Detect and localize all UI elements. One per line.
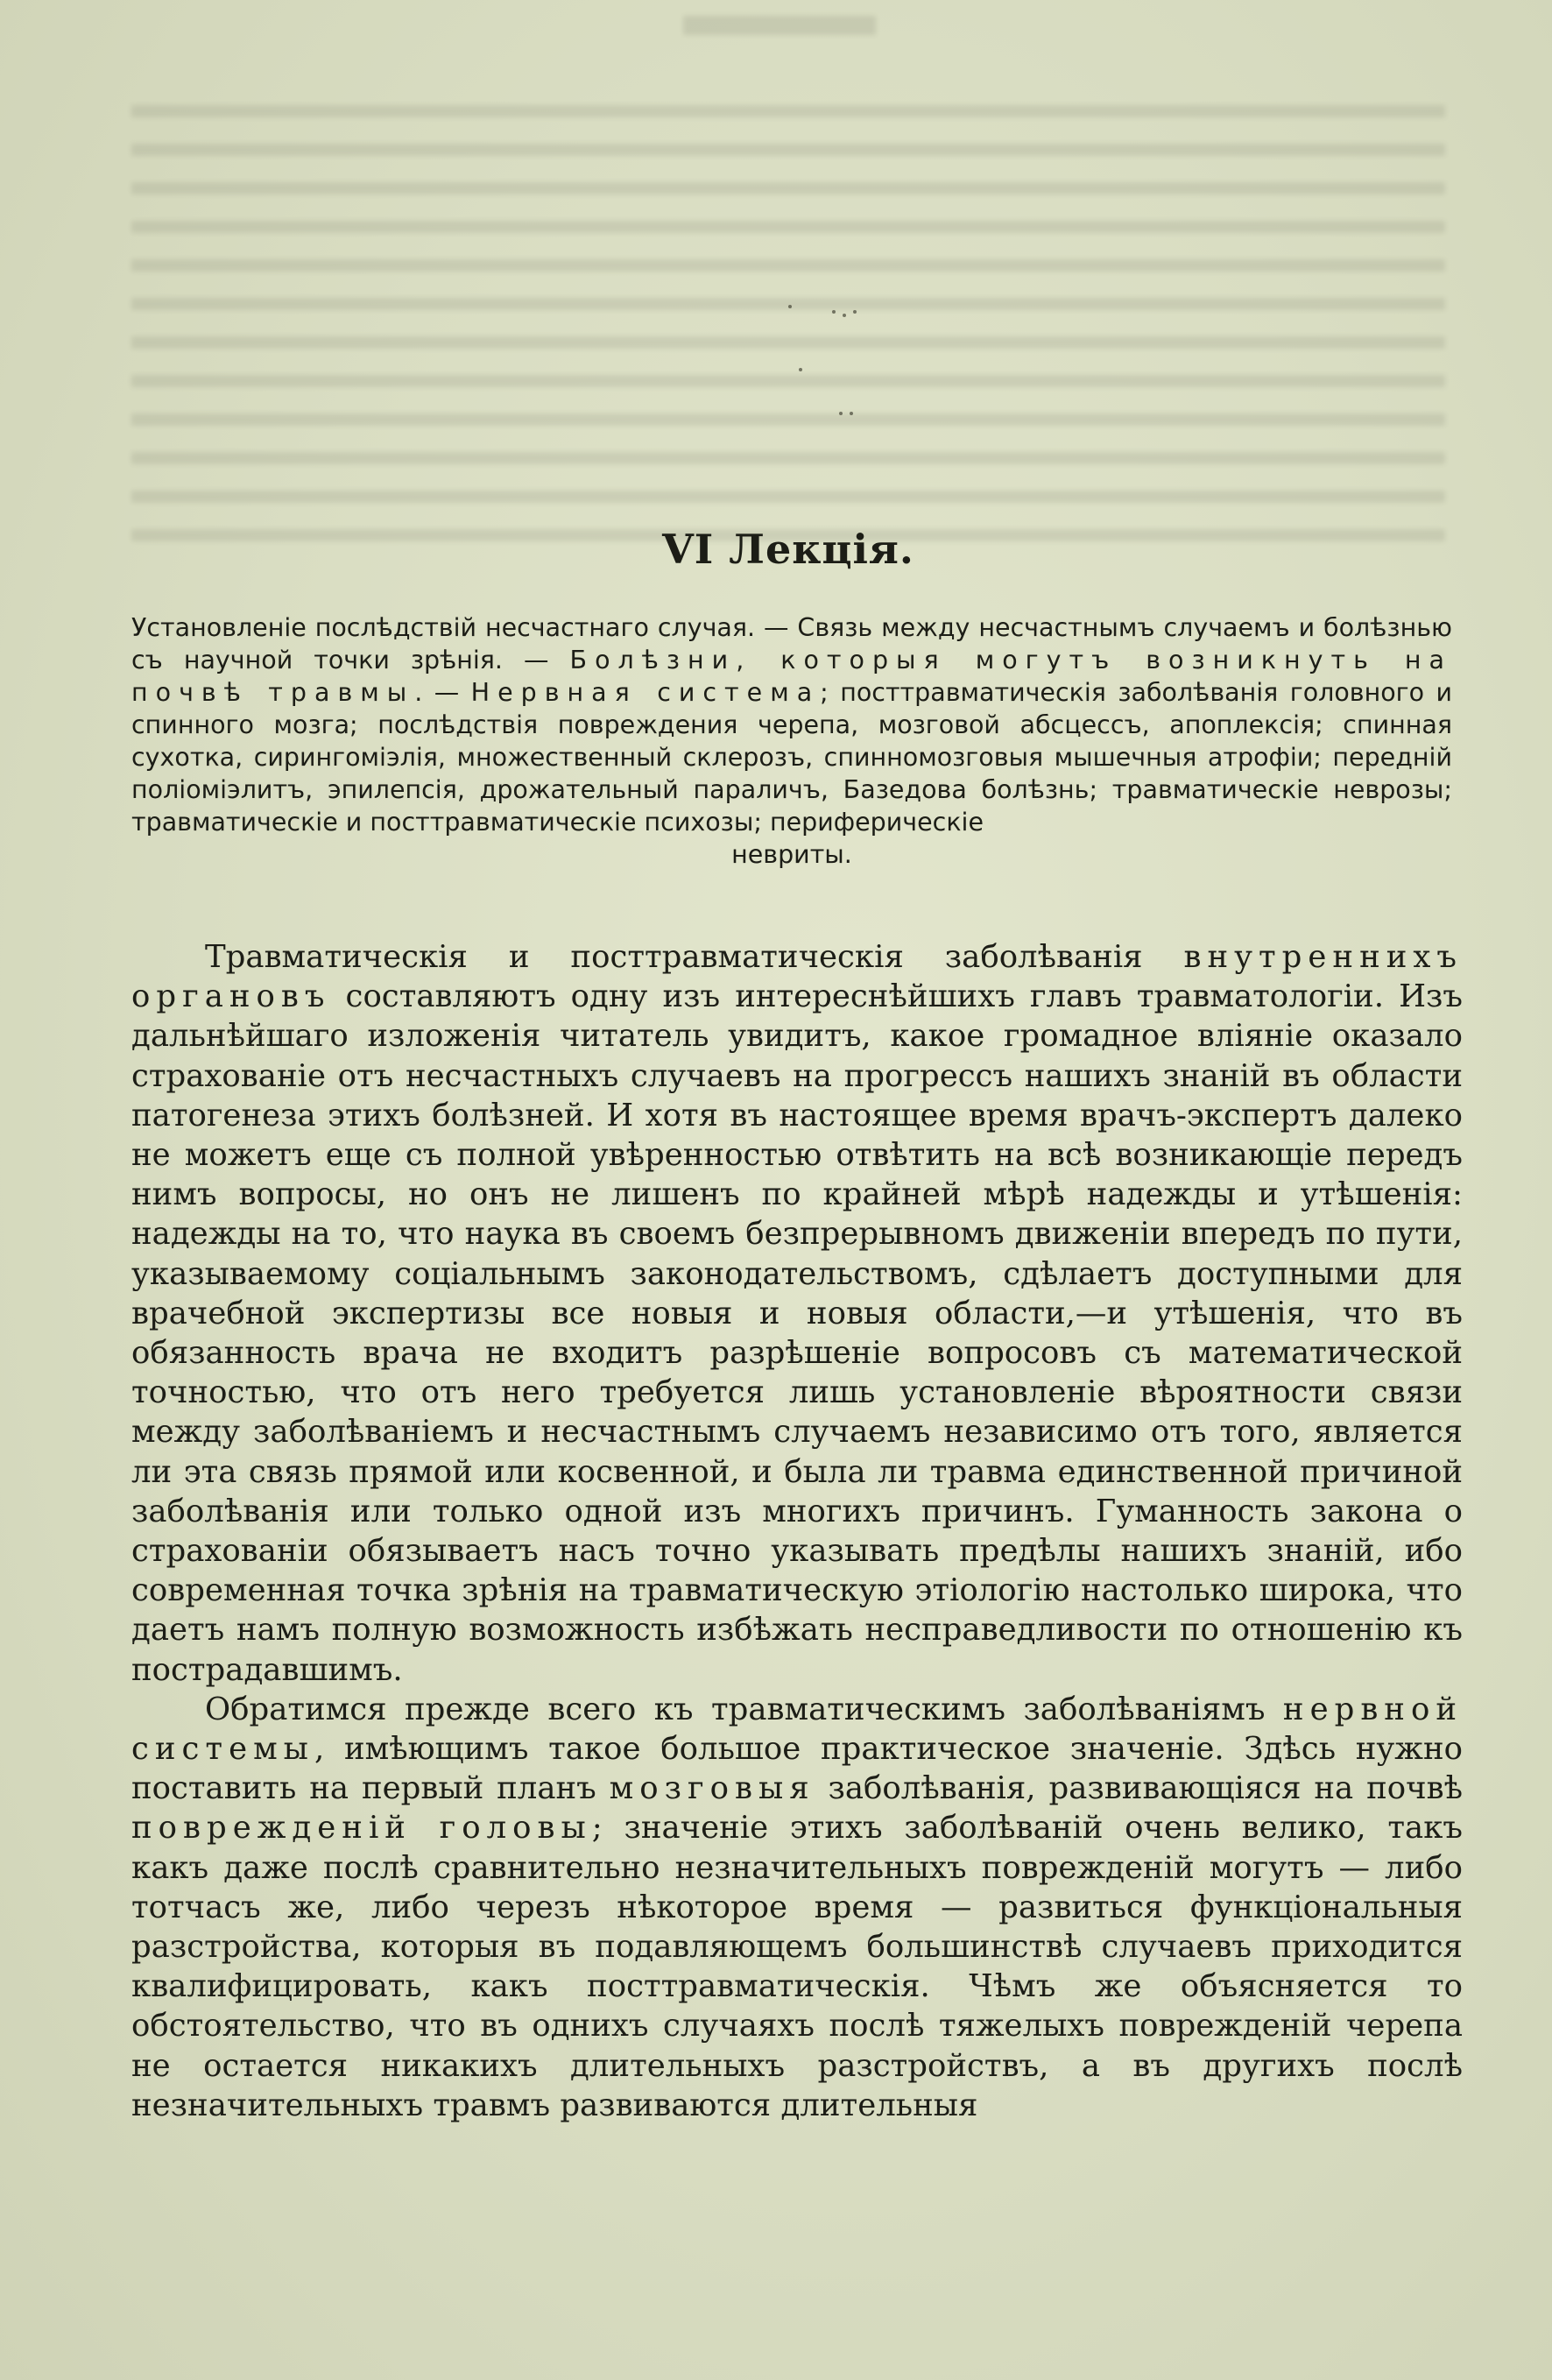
paragraph-text: ; значеніе этихъ заболѣваній очень велико, такъ какъ даже послѣ сравнительно незначительныхъ поврежденій могутъ — либо тотчасъ же, либо черезъ нѣкоторое время — развиться функціональныя разстройства, которыя въ подавляющемъ большинствѣ случаевъ приходится квалифицировать, какъ посттравматическія. Чѣмъ же объясняется то обстоятельство, что въ однихъ случаяхъ послѣ тяжелыхъ поврежденій черепа не остается никакихъ длительныхъ разстройствъ, а въ другихъ послѣ незначительныхъ травмъ развиваются длительныя [131, 1810, 1463, 2123]
summary-spaced-heading: Нервная система [470, 678, 821, 707]
paragraph [131, 937, 1463, 1690]
paragraph-text: составляютъ одну изъ интереснѣйшихъ главъ травматологіи. Изъ дальнѣйшаго изложенія читатель увидитъ, какое громадное вліяніе оказало страхованіе отъ несчастныхъ случаевъ на прогрессъ нашихъ знаній въ области патогенеза этихъ болѣзней. И хотя въ настоящее время врачъ-экспертъ далеко не можетъ еще съ полной увѣренностью отвѣтить на всѣ возникающіе передъ нимъ вопросы, но онъ не лишенъ по крайней мѣрѣ надежды и утѣшенія: надежды на то, что наука въ своемъ безпрерывномъ движеніи впередъ по пути, указываемому соціальнымъ законодательствомъ, сдѣлаетъ доступными для врачебной экспертизы все новыя и новыя области,—и утѣшенія, что въ обязанность врача не входитъ разрѣшеніе вопросовъ съ математической точностью, что отъ него требуется лишь установленіе вѣроятности связи между заболѣваніемъ и несчастнымъ случаемъ независимо отъ того, является ли эта связь прямой или косвенной, и была ли травма единственной причиной заболѣванія или только одной изъ многихъ причинъ. Гуманность закона о страхованіи обязываетъ насъ точно указывать предѣлы нашихъ знаній, ибо современная точка зрѣнія на травматическую этіологію настолько широка, что даетъ намъ полную возможность избѣжать несправедливости по отношенію къ пострадавшимъ. [131, 978, 1463, 1688]
paragraph [131, 1690, 1463, 2125]
summary-text: ; посттравматическія заболѣванія головного и спинного мозга; послѣдствія повреждения черепа, мозговой абсцессъ, апоплексія; спинная сухотка, сирингоміэлія, множественный склерозъ, спинномозговыя мышечныя атрофіи; передній поліоміэлитъ, эпилепсія, дрожательный параличъ, Базедова болѣзнь; травматическіе неврозы; травматическіе и посттравматическіе психозы; периферическіе [131, 678, 1453, 837]
summary-text: Установленіе послѣдствій несчастнаго случая. — Связь между несчастнымъ случаемъ и болѣзнью съ научной точки зрѣнія. — [131, 613, 1452, 674]
summary-last-line: невриты. [731, 840, 852, 869]
ornament-dots [753, 289, 928, 438]
summary-text: . — [414, 678, 471, 707]
spaced-term: нервной системы [131, 1691, 1463, 1768]
summary-spaced-heading: Болѣзни, которыя могутъ возникнуть на почвѣ травмы [131, 646, 1452, 707]
chapter-title: VI Лекція. [662, 526, 914, 573]
spaced-term: мозговыя [609, 1770, 815, 1807]
spaced-term: внутреннихъ органовъ [131, 939, 1463, 1015]
spaced-term: поврежденій головы [131, 1810, 592, 1847]
paragraph-text: , имѣющимъ такое большое практическое значеніе. Здѣсь нужно поставить на первый планъ [131, 1731, 1463, 1807]
paragraph-text: заболѣванія, развивающіяся на почвѣ [815, 1770, 1463, 1807]
paragraph-text: Травматическія и посттравматическія заболѣванія [205, 939, 1184, 975]
main-text [131, 937, 1463, 2125]
chapter-summary [131, 611, 1452, 871]
bleed-through-header [683, 16, 876, 35]
paragraph-text: Обратимся прежде всего къ травматическимъ заболѣваніямъ [205, 1691, 1283, 1727]
